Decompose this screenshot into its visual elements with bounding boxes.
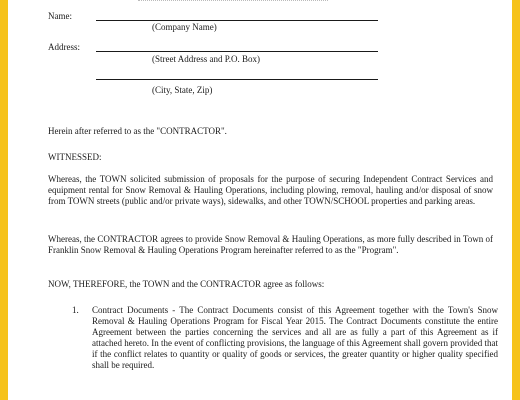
company-name-line (96, 20, 378, 21)
city-state-zip-line (96, 79, 378, 80)
now-therefore-paragraph: NOW, THEREFORE, the TOWN and the CONTRACTOR agree as follows: (48, 279, 325, 289)
street-address-caption: (Street Address and P.O. Box) (152, 54, 260, 64)
herein-paragraph: Herein after referred to as the "CONTRACTOR". (48, 126, 227, 136)
address-label: Address: (48, 42, 80, 52)
name-label: Name: (48, 11, 72, 21)
city-state-zip-caption: (City, State, Zip) (152, 85, 213, 95)
street-address-line (96, 51, 378, 52)
whereas-contractor-paragraph: Whereas, the CONTRACTOR agrees to provide Snow Removal & Hauling Operations, as more fully described in Town of Franklin Snow Removal & Hauling Operations Program hereinafter referred to as the "Program". (48, 234, 493, 255)
contract-documents-clause: Contract Documents - The Contract Documents consist of this Agreement together with the Town's Snow Removal & Hauling Operations Program for Fiscal Year 2015. The Contract Documents constitute the entire Agreement between the parties concerning the services and all are as fully a part of this Agreement as if attached hereto. In the event of conflicting provisions, the language of this Agreement shall govern provided that if the conflict relates to quantity or quality of goods or services, the greater quantity or higher quality specified shall be required. (92, 305, 498, 370)
list-item-number: 1. (72, 305, 79, 315)
witnessed-heading: WITNESSED: (48, 152, 102, 162)
document-page (8, 0, 512, 400)
whereas-town-paragraph: Whereas, the TOWN solicited submission of proposals for the purpose of securing Independent Contract Services and equipment rental for Snow Removal & Hauling Operations, including plowing, removal, hauling and/or disposal of snow from TOWN streets (public and/or private ways), sidewalks, and other TOWN/SCHOOL properties and parking areas. (48, 174, 493, 206)
agreement-document (8, 0, 512, 400)
company-name-caption: (Company Name) (152, 22, 217, 32)
